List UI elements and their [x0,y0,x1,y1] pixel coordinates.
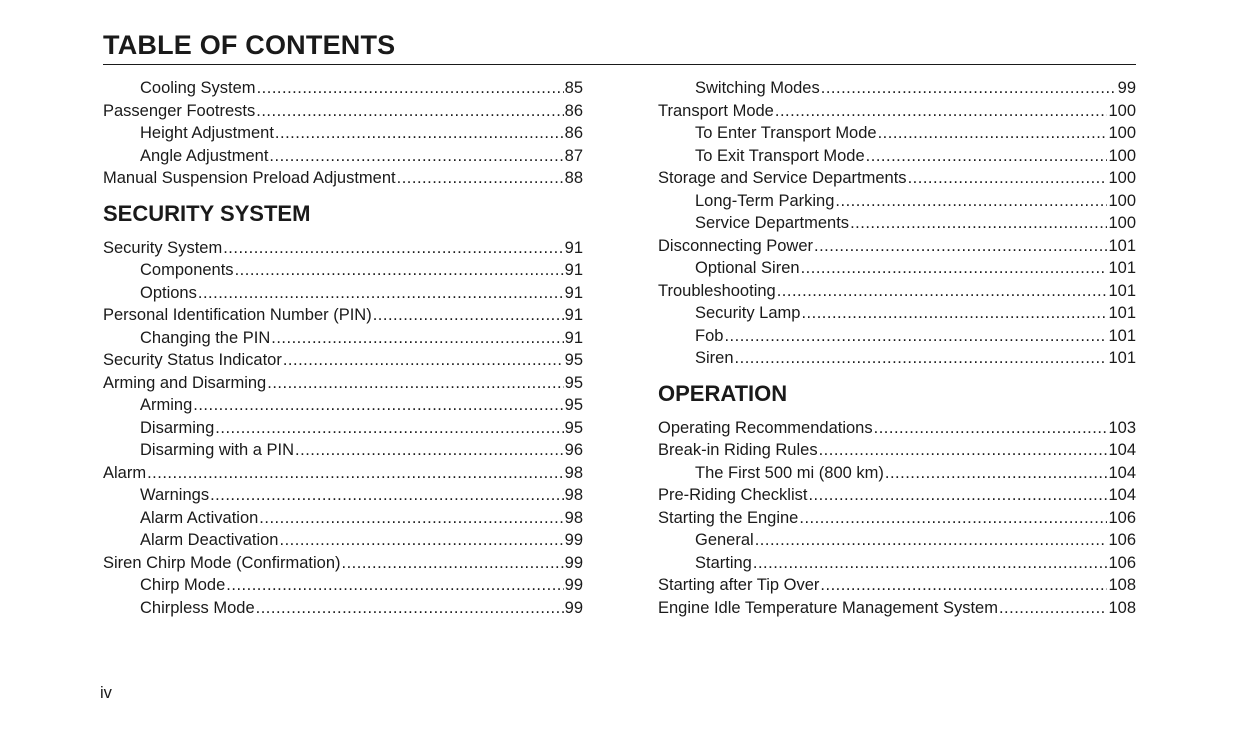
toc-entry[interactable] [658,529,1136,552]
toc-entry-page: 106 [1108,531,1136,549]
toc-entry-title: The First 500 mi (800 km) [695,463,884,482]
toc-entry-title: Operating Recommendations [658,418,873,437]
toc-entry[interactable] [103,484,583,507]
toc-entry-page: 104 [1108,441,1136,459]
dot-leader [193,394,563,417]
page-title: TABLE OF CONTENTS [103,30,396,60]
toc-entry-page: 95 [564,418,583,437]
toc-entry-title: Chirpless Mode [140,598,255,617]
toc-entry-page: 104 [1108,486,1136,504]
toc-entry-title: Alarm [103,463,147,482]
toc-entry-title: General [695,531,754,549]
toc-entry-title: Passenger Footrests [103,101,256,120]
dot-leader [373,304,564,327]
toc-entry-page: 100 [1108,191,1136,210]
toc-entry-page: 100 [1108,146,1136,165]
toc-entry-title: Long-Term Parking [695,191,835,210]
toc-entry[interactable] [103,552,583,575]
dot-leader [271,327,563,350]
toc-entry-title: Disarming [140,418,215,437]
toc-entry-page: 96 [564,441,583,459]
dot-leader [267,372,563,395]
dot-leader [801,302,1107,325]
toc-entry-page: 95 [564,373,583,392]
toc-entry-title: To Exit Transport Mode [695,146,865,165]
toc-column-left [103,77,583,619]
toc-entry-page: 91 [564,328,583,347]
section-heading: OPERATION [658,380,788,406]
toc-entry-page: 108 [1108,598,1136,617]
dot-leader [147,462,564,485]
dot-leader [799,507,1107,530]
toc-entry-page: 106 [1108,553,1136,572]
toc-entry-page: 103 [1108,418,1136,437]
toc-entry-title: Optional Siren [695,259,800,277]
toc-entry-title: To Enter Transport Mode [695,124,877,142]
toc-entry-title: Alarm Deactivation [140,531,279,549]
toc-entry-page: 100 [1108,214,1136,232]
toc-entry-title: Options [140,283,197,302]
dot-leader [999,597,1108,620]
toc-entry-title: Fob [695,326,724,345]
toc-entry-title: Changing the PIN [140,328,271,347]
dot-leader [235,259,564,282]
dot-leader [283,349,564,372]
toc-entry[interactable] [658,484,1136,507]
toc-entry-title: Starting after Tip Over [658,576,820,594]
toc-entry-title: Security System [103,238,223,257]
toc-entry-page: 108 [1108,576,1136,594]
dot-leader [819,439,1108,462]
dot-leader [275,122,564,145]
toc-entry-page: 98 [564,508,583,527]
dot-leader [259,507,563,530]
dot-leader [814,235,1107,258]
dot-leader [342,552,564,575]
dot-leader [866,145,1108,168]
toc-entry-page: 100 [1108,124,1136,142]
toc-entry-title: Siren Chirp Mode (Confirmation) [103,553,341,572]
toc-entry-page: 101 [1108,259,1136,277]
toc-entry-page: 85 [564,79,583,97]
dot-leader [835,190,1107,213]
toc-entry[interactable] [103,304,583,327]
toc-entry[interactable] [658,257,1136,280]
dot-leader [808,484,1107,507]
toc-entry[interactable] [103,145,583,168]
toc-entry-title: Starting the Engine [658,508,799,527]
toc-entry-page: 91 [564,261,583,279]
toc-entry[interactable] [103,100,583,123]
toc-entry-page: 101 [1108,326,1136,345]
toc-entry[interactable] [103,439,583,462]
dot-leader [215,417,563,440]
toc-entry-page: 101 [1108,349,1136,367]
toc-entry[interactable] [103,237,583,260]
toc-entry[interactable] [103,529,583,552]
toc-entry[interactable] [658,167,1136,190]
toc-entry-title: Break-in Riding Rules [658,441,818,459]
dot-leader [821,77,1117,100]
toc-entry-page: 99 [564,531,583,549]
toc-entry-page: 98 [564,463,583,482]
dot-leader [198,282,564,305]
toc-entry-title: Security Lamp [695,304,801,322]
dot-leader [850,212,1107,235]
toc-entry-page: 99 [564,576,583,594]
toc-entry-title: Switching Modes [695,79,820,97]
toc-entry-title: Starting [695,553,752,572]
dot-leader [820,574,1107,597]
toc-column-right [658,77,1136,619]
toc-entry[interactable] [103,597,583,620]
dot-leader [874,417,1108,440]
toc-entry-title: Arming [140,396,193,414]
toc-entry-page: 104 [1108,463,1136,482]
toc-entry[interactable] [103,507,583,530]
toc-entry-title: Arming and Disarming [103,373,267,392]
toc-entry[interactable] [658,190,1136,213]
dot-leader [777,280,1108,303]
dot-leader [755,529,1108,552]
toc-entry[interactable] [103,372,583,395]
dot-leader [256,100,563,123]
toc-entry-page: 106 [1108,508,1136,527]
toc-entry[interactable] [658,77,1136,100]
toc-entry-title: Troubleshooting [658,281,776,300]
toc-entry[interactable] [658,280,1136,303]
toc-entry-title: Security Status Indicator [103,351,282,369]
toc-entry[interactable] [103,259,583,282]
dot-leader [885,462,1108,485]
dot-leader [256,597,564,620]
dot-leader [269,145,563,168]
dot-leader [226,574,563,597]
toc-entry[interactable] [658,417,1136,440]
toc-entry-page: 101 [1108,304,1136,322]
toc-entry-page: 99 [564,598,583,617]
toc-entry[interactable] [103,327,583,350]
toc-entry[interactable] [103,462,583,485]
toc-entry-page: 99 [1117,79,1136,97]
page-number: iv [100,684,112,702]
toc-entry-page: 101 [1108,236,1136,255]
dot-leader [279,529,563,552]
toc-entry[interactable] [103,574,583,597]
toc-entry[interactable] [658,347,1136,370]
toc-entry[interactable] [103,417,583,440]
toc-entry-page: 95 [564,396,583,414]
toc-entry-title: Manual Suspension Preload Adjustment [103,169,396,187]
toc-entry-title: Siren [695,349,734,367]
toc-entry[interactable] [658,507,1136,530]
toc-entry-title: Components [140,261,234,279]
toc-entry[interactable] [103,167,583,190]
toc-entry-title: Angle Adjustment [140,146,269,165]
toc-entry-page: 91 [564,283,583,302]
toc-entry[interactable] [658,574,1136,597]
dot-leader [257,77,564,100]
toc-entry-page: 87 [564,146,583,165]
toc-entry-page: 99 [564,553,583,572]
toc-entry[interactable] [658,235,1136,258]
toc-entry[interactable] [658,212,1136,235]
dot-leader [210,484,564,507]
toc-entry-title: Chirp Mode [140,576,226,594]
toc-entry[interactable] [103,282,583,305]
dot-leader [878,122,1108,145]
dot-leader [295,439,564,462]
toc-entry-page: 88 [564,169,583,187]
dot-leader [775,100,1108,123]
toc-entry-title: Storage and Service Departments [658,169,907,187]
toc-entry[interactable] [658,325,1136,348]
dot-leader [223,237,563,260]
toc-entry-page: 86 [564,124,583,142]
toc-entry-title: Cooling System [140,79,256,97]
toc-entry-page: 100 [1108,101,1136,120]
toc-entry-page: 95 [564,351,583,369]
toc-entry[interactable] [658,597,1136,620]
dot-leader [753,552,1108,575]
toc-entry[interactable] [103,394,583,417]
toc-entry[interactable] [658,100,1136,123]
dot-leader [908,167,1108,190]
toc-entry-title: Transport Mode [658,101,774,120]
toc-entry[interactable] [103,122,583,145]
title-divider [103,64,1136,65]
toc-entry-page: 101 [1108,281,1136,300]
toc-entry-page: 91 [564,306,583,324]
toc-entry-title: Alarm Activation [140,508,259,527]
toc-entry-title: Pre-Riding Checklist [658,486,808,504]
toc-entry[interactable] [658,439,1136,462]
toc-entry-title: Personal Identification Number (PIN) [103,306,372,324]
dot-leader [397,167,564,190]
toc-entry[interactable] [658,302,1136,325]
toc-entry-title: Disarming with a PIN [140,441,295,459]
toc-entry-title: Engine Idle Temperature Management System [658,598,998,617]
dot-leader [724,325,1107,348]
toc-entry-page: 91 [564,238,583,257]
toc-entry-title: Service Departments [695,214,850,232]
toc-entry[interactable] [658,462,1136,485]
toc-entry[interactable] [658,122,1136,145]
toc-entry-title: Warnings [140,486,210,504]
dot-leader [735,347,1108,370]
toc-entry[interactable] [103,77,583,100]
toc-entry[interactable] [658,552,1136,575]
toc-entry-title: Disconnecting Power [658,236,813,255]
toc-entry-page: 100 [1108,169,1136,187]
toc-entry-page: 86 [564,101,583,120]
toc-entry-page: 98 [564,486,583,504]
toc-entry-title: Height Adjustment [140,124,274,142]
section-heading: SECURITY SYSTEM [103,200,311,226]
dot-leader [801,257,1108,280]
toc-entry[interactable] [658,145,1136,168]
toc-entry[interactable] [103,349,583,372]
